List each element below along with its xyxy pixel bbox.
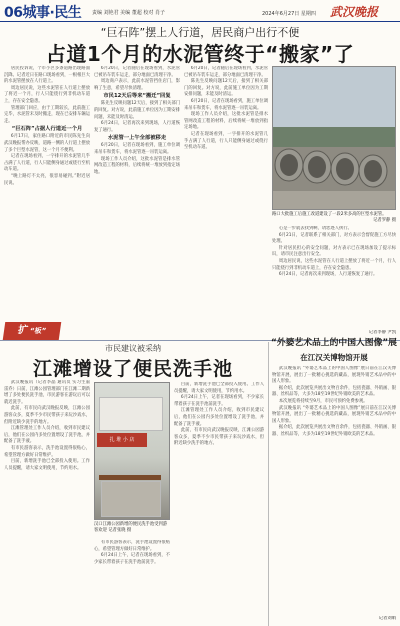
paragraph: 有市民游客表示，洗手池设置得很贴心，希望管理方做好日常维护。 [4,445,90,458]
caption-text: 汉口江滩公园新增的便民洗手池受到游客欢迎 [94,522,168,533]
tent-canopy [99,397,163,431]
paragraph: 陈先生反映问题12天后，接到了相关部门的回复。对方说，此前施工单位因为工期安排问题，未能及时清运。 [184,79,268,98]
paragraph: 6月17日，家住路口附近的市民陈先生向武汉晚报帮办反映，道路一侧的人行道上摆放了多个巨型水泥管，这一个月不便利。 [4,134,90,153]
photo-credit: 记者罗静 摄 [373,217,396,223]
reporter-byline: 记者李静 尹凯 [368,330,396,335]
main-headline: 占道1个月的水泥管终于“搬家”了 [45,42,355,66]
paragraph: 据介绍，此次展览共展出文物百余件，包括瓷器、外销画、银器、丝织品等，大多为18至19世纪外销欧美的艺术品。 [272,385,396,398]
second-column-3 [174,382,264,624]
second-headline: 江滩增设了便民洗手池 [32,358,233,380]
paragraph: 有市民游客表示，洗手池设置得很贴心，希望管理方做好日常维护。 [94,540,170,552]
caption-text: 路口大批施工后施工改道建设了一段2米多高的巨型水泥管。 [272,212,387,217]
column-divider [268,342,269,626]
paragraph: 此前，有市民向武汉晚报反映，江滩公园游客众多，夏季不少市民带孩子来玩沙戏水，但附近缺少洗手的地方。 [4,406,90,425]
subheading: 市民12天后等来“搬迁”回复 [103,93,171,100]
paragraph: 本次展览将持续至9月，市民可预约免费参观。 [278,398,368,404]
paragraph: 记者在现场看到，一字排开的水泥管几乎占满了人行道，行人只能侧身通过或绕行至机动车道。 [184,131,268,151]
subheading: “巨石阵”占据人行道近一个月 [11,126,83,133]
third-headline: “外婆艺术品上的中国人图像”展 [271,338,397,348]
paragraph: 6月20日，记者随后在现场看到，水泥管已被吊车装车运走，部分地面已清理干净。 [184,66,268,78]
editor-credits: 责编 刘艳君 美编 董超 校对 肖子 [92,10,165,16]
subheading: 水泥管一上午全部被移走 [107,135,167,142]
paragraph: 目前，新增洗手池已全部投入使用。工作人员提醒，请大家文明使用，节约用水。 [174,382,264,394]
second-column-1 [4,380,90,624]
main-kicker: “巨石阵”摆上人行道，居民商户出行不便 [100,26,300,39]
photo-credit: 记者张晓 摄 [108,527,132,533]
news-photo-pipes [272,66,396,210]
washbasin-counter [99,475,161,480]
paragraph: 武汉晚报讯（记者李晶 通讯员 实习生董雷乔）日前，江滩公园管理部门在江滩二期新增了多处便民洗手池，市民游客在游玩后可以就近洗手。 [4,380,90,405]
paragraph: 此前，有市民向武汉晚报反映，江滩公园游客众多，夏季不少市民带孩子来玩沙戏水，但附近缺少洗手的地方。 [174,428,264,447]
paragraph: 6月20日，记者在现场看到，施工单位调来吊车和货车，将水泥管逐一吊装运离。 [184,98,268,111]
page-header [0,0,400,22]
pipes-illustration [273,67,396,210]
paragraph: 现场工作人员介绍，这批水泥管是排水管网改造工程的材料，后续将统一堆放到指定场地。 [94,156,180,175]
paragraph: 记者在现场看到，一字排开的水泥管几乎占满了人行道，行人只能侧身通过或绕行至机动车道。 [4,154,90,173]
stamp-label: 扩 [17,325,29,336]
paragraph: 江滩管理处工作人员介绍，收到市民建议后，他们在公园内多处位置增设了洗手池，并配备了洗手液。 [4,426,90,445]
shop-sign: 扎 堆 小 店 [97,433,147,447]
paragraph: 6月21日，记者联系了相关部门，对方表示会督促施工方尽快处理。 [272,232,396,245]
third-byline: 记者刘娟 [378,616,396,621]
second-photo-caption [94,522,170,533]
second-column-2 [94,540,170,624]
paragraph: 现场工作人员介绍，这批水泥管是排水管网改造工程的材料，后续将统一堆放到指定场地。 [184,112,268,131]
section-title: 06城事·民生 [4,5,82,21]
main-column-1 [4,66,90,316]
stamp-label-2: “板” [29,327,47,335]
main-column-4 [272,226,396,330]
photo-caption [272,212,396,223]
third-column [272,366,396,616]
paragraph: 6月24日上午，记者在现场看到，不少家长带着孩子在洗手池前洗手。 [174,395,264,407]
paragraph: 6月20日，记者在现场看到，施工单位调来吊车和货车，将水泥管逐一吊装运离。 [94,143,180,155]
newspaper-logo: 武汉晚报 [330,5,379,19]
paragraph: 武汉晚报讯 “外婆艺术品上的中国人图像”展日前在江汉关博物馆开展，展出了一批精心挑选的藏品，展现外销艺术品中的中国人形象。 [272,405,396,424]
main-column-2 [94,66,180,338]
paragraph: 6月20日，记者随后在现场看到，水泥管已被吊车装车运走，部分地面已清理干净。 [94,66,180,78]
paragraph: 江滩管理处工作人员介绍，收到市民建议后，他们在公园内多处位置增设了洗手池，并配备了洗手液。 [174,408,264,427]
paragraph: 周边商户表示，此前水泥管挡住店门，影响了生意，希望尽快清理。 [94,79,180,91]
paragraph: 6月24日上午，记者在现场看到，不少家长带着孩子在洗手池前洗手。 [94,553,170,565]
paragraph: 据介绍，此次展览共展出文物百余件，包括瓷器、外销画、银器、丝织品等，大多为18至19世纪外销欧美的艺术品。 [272,425,396,437]
paragraph: 居民投诉说，个市小区多条道路出现路面沉降。记者近日在路口现场看到，一根根巨大的水泥管摆放在人行道上。 [4,66,90,85]
paragraph: 心是一步就去找到啊，请您逐人执行。 [278,226,352,231]
kuo-ban-stamp [3,322,62,340]
paragraph: 周边居民说，这些水泥管在人行道上摆放了将近一个月，行人只能绕行到非机动车道上，存在安全隐患。 [4,85,90,104]
paragraph: 针对居民担心的安全问题，对方表示已在现场加设了提示标识，请市民注意出行安全。 [272,245,396,258]
paragraph: 周边居民说，这些水泥管在人行道上摆放了将近一个月，行人只能绕行到非机动车道上，存在安全隐患。 [272,258,396,271]
second-kicker: 市民建议被采纳 [105,344,161,353]
issue-date: 2024年6月27日 星期四 [262,11,316,17]
paragraph: 武汉晚报讯 “外婆艺术品上的中国人图像”展日前在江汉关博物馆开展，展出了一批精心挑选的藏品，展现外销艺术品中的中国人形象。 [272,366,396,385]
paragraph: 陈先生反映问题12天后，接到了相关部门的回复。对方说，此前施工单位因为工期安排问题，未能及时清运。 [94,101,180,120]
news-photo-handwash [94,382,170,520]
paragraph: 目前，新增洗手池已全部投入使用。工作人员提醒，请大家文明使用，节约用水。 [4,459,90,471]
washbasin-base [101,481,161,517]
third-subhead: 在江汉关博物馆开展 [300,353,368,362]
paragraph: 管理部门回应，由于工期较长，此前施工完毕，水泥管未及时搬走，现在已安排车辆运走。 [4,105,90,124]
paragraph: 6月24日，记者再次来到现场，人行道恢复了通行。 [278,272,378,278]
header-rule [0,21,400,22]
main-column-3 [184,66,268,338]
paragraph: “晚上路灯不太亮，很容易碰到。”附近居民说。 [4,173,90,186]
paragraph: 6月24日，记者再次来到现场，人行道恢复了通行。 [94,121,180,133]
